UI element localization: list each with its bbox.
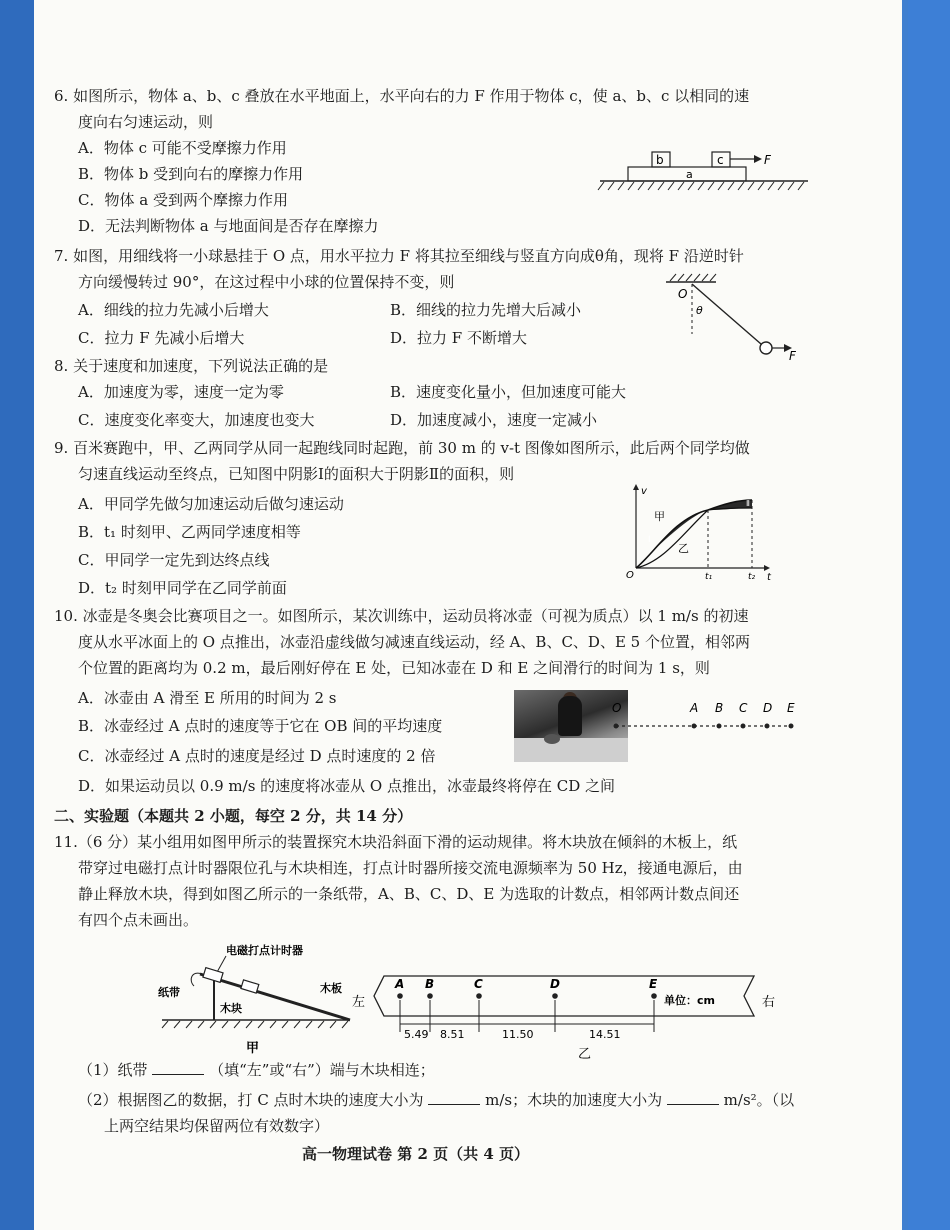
label-a: A — [690, 701, 699, 715]
caption-jia: 甲 — [246, 1041, 260, 1056]
q10-option-b: B．冰壶经过 A 点时的速度等于它在 OB 间的平均速度 — [78, 717, 443, 735]
q8-option-c: C．速度变化率变大，加速度也变大 — [78, 411, 315, 429]
q10-option-a: A．冰壶由 A 滑至 E 所用的时间为 2 s — [78, 689, 337, 707]
label-a: a — [686, 168, 693, 181]
label-board: 木板 — [320, 982, 342, 995]
q11-figure-yi-paper-tape — [334, 962, 784, 1062]
label-t2: t₂ — [748, 572, 756, 580]
q9-vt-graph — [624, 484, 774, 580]
table-hatch — [162, 1021, 348, 1028]
q11-stem-line3: 静止释放木块，得到如图乙所示的一条纸带，A、B、C、D、E 为选取的计数点，相邻两计数点间还 — [78, 885, 740, 903]
answer-blank-2[interactable] — [428, 1090, 480, 1105]
point-o — [614, 724, 619, 729]
q11-figure-jia — [154, 940, 354, 1056]
q11-stem-line4: 有四个点未画出。 — [78, 911, 199, 929]
shaded-region-i — [636, 510, 708, 568]
label-f: F — [789, 349, 796, 362]
q7-option-b: B．细线的拉力先增大后减小 — [390, 301, 582, 319]
q11-stem-line1: 11.（6 分）某小组用如图甲所示的装置探究木块沿斜面下滑的运动规律。将木块放在倾斜的木板上，纸 — [54, 833, 738, 851]
tape-label-a: A — [395, 977, 405, 991]
q9-option-d: D．t₂ 时刻甲同学在乙同学前面 — [78, 579, 287, 597]
q9-option-c: C．甲同学一定先到达终点线 — [78, 551, 270, 569]
q6-stem-line1: 6. 如图所示，物体 a、b、c 叠放在水平地面上，水平向右的力 F 作用于物体 c，使 a、b、c 以相同的速 — [54, 87, 750, 105]
q6-block-figure — [594, 146, 814, 196]
label-t: t — [767, 572, 771, 580]
q11-part2 — [78, 1090, 794, 1110]
page-footer: 高一物理试卷 第 2 页（共 4 页） — [302, 1145, 529, 1163]
q11-part2-line2: 上两空结果均保留两位有效数字） — [104, 1117, 330, 1135]
label-timer: 电磁打点计时器 — [226, 944, 303, 957]
q6-stem-line2: 度向右匀速运动，则 — [78, 113, 214, 131]
tape-point-a — [397, 993, 403, 999]
label-e: E — [787, 701, 795, 715]
timer-device — [203, 968, 223, 983]
q9-stem-line1: 9. 百米赛跑中，甲、乙两同学从同一起跑线同时起跑，前 30 m 的 v-t 图像如图所示，此后两个同学均做 — [54, 439, 750, 457]
caption-yi: 乙 — [578, 1047, 592, 1062]
label-v: v — [641, 486, 647, 497]
q9-stem-line2: 匀速直线运动至终点，已知图中阴影Ⅰ的面积大于阴影Ⅱ的面积，则 — [78, 465, 515, 483]
q10-stem-line3: 个位置的距离均为 0.2 m，最后刚好停在 E 处，已知冰壶在 D 和 E 之间滑行的时间为 1 s，则 — [78, 659, 710, 677]
ground-hatch — [598, 182, 804, 190]
q9-option-a: A．甲同学先做匀加速运动后做匀速运动 — [78, 495, 344, 513]
q8-option-b: B．速度变化量小，但加速度可能大 — [390, 383, 627, 401]
tape-label-e: E — [649, 977, 658, 991]
section-heading: 二、实验题（本题共 2 小题，每空 2 分，共 14 分） — [54, 807, 413, 825]
label-o: O — [612, 701, 622, 715]
q7-option-d: D．拉力 F 不断增大 — [390, 329, 527, 347]
answer-blank-3[interactable] — [667, 1090, 719, 1105]
label-jia: 甲 — [654, 510, 665, 523]
q10-stem-line2: 度从水平冰面上的 O 点推出，冰壶沿虚线做匀减速直线运动，经 A、B、C、D、E 5 个位置，相邻两 — [78, 633, 750, 651]
label-right: 右 — [762, 995, 776, 1010]
label-tape: 纸带 — [158, 986, 180, 999]
q8-option-a: A．加速度为零，速度一定为零 — [78, 383, 284, 401]
label-block: 木块 — [220, 1002, 242, 1015]
q8-stem: 8. 关于速度和加速度，下列说法正确的是 — [54, 357, 329, 375]
q11-part1-suffix: （填“左”或“右”）端与木块相连； — [209, 1061, 435, 1079]
q11-part2-prefix: （2）根据图乙的数据，打 C 点时木块的速度大小为 — [78, 1091, 424, 1109]
tape-unit: 单位：cm — [664, 994, 715, 1007]
label-region-ii: Ⅱ — [746, 499, 750, 508]
q7-option-c: C．拉力 F 先减小后增大 — [78, 329, 245, 347]
q6-option-d: D．无法判断物体 a 与地面间是否存在摩擦力 — [78, 217, 379, 235]
q10-option-d: D．如果运动员以 0.9 m/s 的速度将冰壶从 O 点推出，冰壶最终将停在 CD 之间 — [78, 777, 616, 795]
q11-part2-middle: m/s；木块的加速度大小为 — [485, 1091, 663, 1109]
q6-option-c: C．物体 a 受到两个摩擦力作用 — [78, 191, 288, 209]
label-theta: θ — [696, 304, 703, 317]
tape-label-d: D — [550, 977, 560, 991]
point-d — [765, 724, 770, 729]
gap-bc: 8.51 — [440, 1028, 465, 1041]
label-d: D — [763, 701, 773, 715]
tape-point-b — [427, 993, 433, 999]
label-origin: O — [626, 570, 634, 580]
q6-option-a: A．物体 c 可能不受摩擦力作用 — [78, 139, 287, 157]
q10-option-c: C．冰壶经过 A 点时的速度是经过 D 点时速度的 2 倍 — [78, 747, 436, 765]
q11-part1-prefix: （1）纸带 — [78, 1061, 148, 1079]
q10-position-diagram — [604, 696, 804, 736]
q11-part2-suffix: m/s²。（以 — [723, 1091, 795, 1109]
tape-label-b: B — [425, 977, 435, 991]
tape-label-c: C — [474, 977, 483, 991]
q6-option-b: B．物体 b 受到向右的摩擦力作用 — [78, 165, 304, 183]
point-e — [789, 724, 794, 729]
q10-stem-line1: 10. 冰壶是冬奥会比赛项目之一。如图所示，某次训练中，运动员将冰壶（可视为质点）以 1 m/s 的初速 — [54, 607, 749, 625]
force-arrow — [754, 155, 762, 163]
label-f: F — [764, 153, 771, 167]
q8-option-d: D．加速度减小，速度一定减小 — [390, 411, 598, 429]
tape-point-e — [651, 993, 657, 999]
wooden-block — [241, 980, 259, 993]
label-c: c — [717, 153, 724, 167]
scan-edge-right — [908, 0, 950, 1230]
gap-de: 14.51 — [589, 1028, 621, 1041]
answer-blank-1[interactable] — [152, 1060, 204, 1075]
label-o: O — [678, 287, 688, 301]
q9-option-b: B．t₁ 时刻甲、乙两同学速度相等 — [78, 523, 301, 541]
q11-part1 — [78, 1060, 435, 1080]
q7-pendulum-figure — [656, 272, 796, 362]
label-yi: 乙 — [678, 542, 689, 555]
point-a — [692, 724, 697, 729]
label-t1: t₁ — [705, 572, 713, 580]
label-left: 左 — [352, 995, 366, 1010]
ceiling-hatch — [670, 274, 716, 281]
q7-option-a: A．细线的拉力先减小后增大 — [78, 301, 269, 319]
tape-point-c — [476, 993, 482, 999]
ball — [760, 342, 772, 354]
point-c — [741, 724, 746, 729]
label-c: C — [739, 701, 748, 715]
exam-page — [34, 0, 902, 1230]
gap-ab: 5.49 — [404, 1028, 429, 1041]
label-b: b — [656, 153, 664, 167]
point-b — [717, 724, 722, 729]
label-b: B — [715, 701, 724, 715]
tape-point-d — [552, 993, 558, 999]
q7-stem-line1: 7. 如图，用细线将一小球悬挂于 O 点，用水平拉力 F 将其拉至细线与竖直方向成θ角，现将 F 沿逆时针 — [54, 247, 744, 265]
scan-edge-left — [0, 0, 34, 1230]
q11-stem-line2: 带穿过电磁打点计时器限位孔与木块相连，打点计时器所接交流电源频率为 50 Hz，接通电源后，由 — [78, 859, 743, 877]
label-region-i: Ⅰ — [648, 535, 651, 545]
gap-cd: 11.50 — [502, 1028, 534, 1041]
q7-stem-line2: 方向缓慢转过 90°，在这过程中小球的位置保持不变，则 — [78, 273, 455, 291]
